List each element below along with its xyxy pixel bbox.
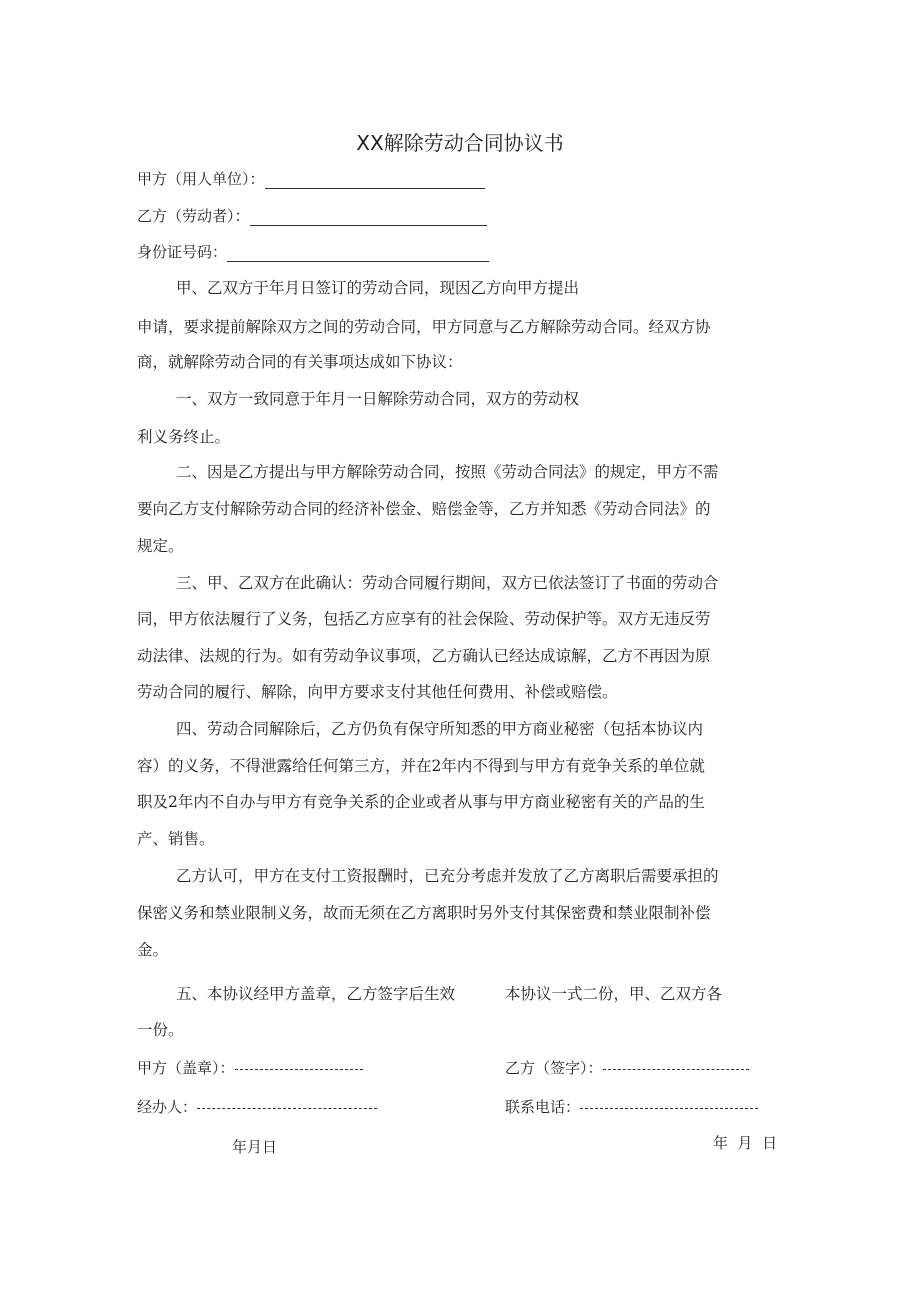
sign-party-b-label: 乙方（签字）： xyxy=(505,1059,603,1077)
party-a-blank[interactable] xyxy=(265,172,485,189)
party-b-blank[interactable] xyxy=(250,209,487,226)
sign-party-a-label: 甲方（盖章）： xyxy=(137,1059,235,1077)
id-number-blank[interactable] xyxy=(227,245,489,262)
date-left: 年月日 xyxy=(232,1138,278,1156)
clause4-line-2: 容）的义务，不得泄露给任何第三方，并在2年内不得到与甲方有竞争关系的单位就 xyxy=(137,757,705,775)
sign-party-a-blank[interactable] xyxy=(235,1069,363,1070)
clause5-right: 本协议一式二份，甲、乙双方各 xyxy=(505,985,723,1003)
document-title: XX解除劳动合同协议书 xyxy=(356,131,564,155)
clause2-line-1: 二、因是乙方提出与甲方解除劳动合同，按照《劳动合同法》的规定，甲方不需 xyxy=(176,463,719,481)
handler-label: 经办人： xyxy=(137,1098,198,1116)
phone-label: 联系电话： xyxy=(505,1098,581,1116)
party-b-field xyxy=(137,205,487,226)
clause5-left: 五、本协议经甲方盖章，乙方签字后生效 xyxy=(176,985,456,1003)
party-a-label: 甲方（用人单位）： xyxy=(137,170,265,188)
intro-line-3: 商，就解除劳动合同的有关事项达成如下协议： xyxy=(137,353,463,371)
clause3-line-3: 动法律、法规的行为。如有劳动争议事项，乙方确认已经达成谅解，乙方不再因为原 xyxy=(137,647,711,665)
party-b-label: 乙方（劳动者）： xyxy=(137,207,250,225)
id-number-label: 身份证号码： xyxy=(137,243,228,261)
sign-party-a xyxy=(137,1057,363,1078)
ack-line-2: 保密义务和禁业限制义务，故而无须在乙方离职时另外支付其保密费和禁业限制补偿 xyxy=(137,904,711,922)
clause3-line-1: 三、甲、乙双方在此确认：劳动合同履行期间，双方已依法签订了书面的劳动合 xyxy=(176,574,719,592)
clause4-line-3: 职及2年内不自办与甲方有竞争关系的企业或者从事与甲方商业秘密有关的产品的生 xyxy=(137,793,705,811)
intro-line-1: 甲、乙双方于年月日签订的劳动合同，现因乙方向甲方提出 xyxy=(176,279,580,297)
clause5-tail: 一份。 xyxy=(137,1021,184,1039)
clause4-line-1: 四、劳动合同解除后，乙方仍负有保守所知悉的甲方商业秘密（包括本协议内 xyxy=(176,720,704,738)
clause2-line-3: 规定。 xyxy=(137,537,184,555)
phone-blank[interactable] xyxy=(580,1108,758,1109)
clause1-line-2: 利义务终止。 xyxy=(137,428,231,446)
clause2-line-2: 要向乙方支付解除劳动合同的经济补偿金、赔偿金等，乙方并知悉《劳动合同法》的 xyxy=(137,500,711,518)
clause3-line-4: 劳动合同的履行、解除，向甲方要求支付其他任何费用、补偿或赔偿。 xyxy=(137,683,618,701)
ack-line-3: 金。 xyxy=(137,941,169,959)
handler-blank[interactable] xyxy=(197,1108,377,1109)
phone-field xyxy=(505,1096,758,1117)
clause1-line-1: 一、双方一致同意于年月一日解除劳动合同，双方的劳动权 xyxy=(176,390,580,408)
ack-line-1: 乙方认可，甲方在支付工资报酬时，已充分考虑并发放了乙方离职后需要承担的 xyxy=(176,867,719,885)
clause3-line-2: 同，甲方依法履行了义务，包括乙方应享有的社会保险、劳动保护等。双方无违反劳 xyxy=(137,610,711,628)
sign-party-b xyxy=(505,1057,749,1078)
date-right: 年 月 日 xyxy=(713,1134,778,1152)
clause4-line-4: 产、销售。 xyxy=(137,830,215,848)
sign-party-b-blank[interactable] xyxy=(603,1069,749,1070)
intro-line-2: 申请，要求提前解除双方之间的劳动合同，甲方同意与乙方解除劳动合同。经双方协 xyxy=(137,318,711,336)
handler-field xyxy=(137,1096,377,1117)
id-number-field xyxy=(137,241,489,262)
party-a-field xyxy=(137,168,485,189)
